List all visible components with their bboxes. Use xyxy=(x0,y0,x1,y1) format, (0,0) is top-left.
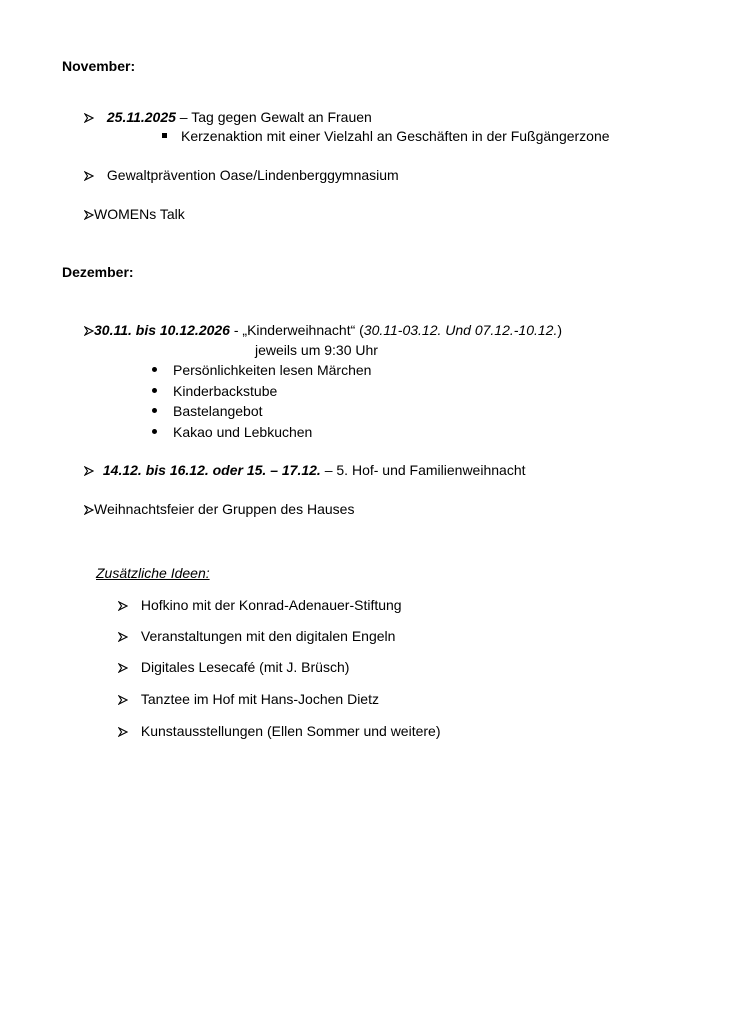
item-text: Weihnachtsfeier der Gruppen des Hauses xyxy=(94,501,355,517)
arrow-bullet-icon xyxy=(84,466,94,476)
idea-item xyxy=(118,722,441,740)
november-item-2 xyxy=(84,166,399,184)
list-item-text: Kakao und Lebkuchen xyxy=(173,424,313,440)
arrow-bullet-icon xyxy=(118,727,128,737)
idea-item xyxy=(118,627,395,645)
list-item-text: Persönlichkeiten lesen Märchen xyxy=(173,362,372,378)
event-date: 30.11. bis 10.12.2026 xyxy=(94,322,230,338)
event-title: – 5. Hof- und Familienweihnacht xyxy=(320,462,526,478)
idea-item xyxy=(118,596,402,614)
dezember-heading: Dezember: xyxy=(62,264,134,280)
item-text: Gewaltprävention Oase/Lindenberggymnasium xyxy=(106,167,399,183)
round-bullet-icon xyxy=(152,408,157,413)
ideas-heading: Zusätzliche Ideen: xyxy=(96,565,210,581)
event-title: – Tag gegen Gewalt an Frauen xyxy=(175,109,372,125)
item-text: WOMENs Talk xyxy=(94,206,185,222)
event-title: - „Kinderweihnacht“ ( xyxy=(229,322,364,338)
round-bullet-icon xyxy=(152,388,157,393)
list-item-text: Kinderbackstube xyxy=(173,383,278,399)
idea-item xyxy=(118,658,349,676)
arrow-bullet-icon xyxy=(84,326,94,336)
november-item-3 xyxy=(84,205,185,223)
arrow-bullet-icon xyxy=(118,601,128,611)
event-dates: 30.11-03.12. Und 07.12.-10.12. xyxy=(363,322,558,338)
idea-item xyxy=(118,690,379,708)
idea-text: Tanztee im Hof mit Hans-Jochen Dietz xyxy=(140,691,379,707)
event-date: 25.11.2025 xyxy=(106,109,176,125)
round-bullet-icon xyxy=(152,367,157,372)
event-date: 14.12. bis 16.12. oder 15. – 17.12. xyxy=(102,462,321,478)
dezember-item-2 xyxy=(84,461,526,479)
arrow-bullet-icon xyxy=(84,113,94,123)
november-heading: November: xyxy=(62,58,136,74)
arrow-bullet-icon xyxy=(118,695,128,705)
close-paren: ) xyxy=(557,322,563,338)
idea-text: Kunstausstellungen (Ellen Sommer und weitere) xyxy=(140,723,441,739)
arrow-bullet-icon xyxy=(84,505,94,515)
november-item-1 xyxy=(84,108,372,126)
idea-text: Hofkino mit der Konrad-Adenauer-Stiftung xyxy=(140,597,402,613)
november-item-1-sub xyxy=(162,127,610,145)
arrow-bullet-icon xyxy=(118,632,128,642)
list-item xyxy=(152,402,263,420)
arrow-bullet-icon xyxy=(84,210,94,220)
arrow-bullet-icon xyxy=(118,663,128,673)
event-time: jeweils um 9:30 Uhr xyxy=(255,342,378,358)
round-bullet-icon xyxy=(152,429,157,434)
sub-item-text: Kerzenaktion mit einer Vielzahl an Geschäften in der Fußgängerzone xyxy=(181,128,610,144)
idea-text: Digitales Lesecafé (mit J. Brüsch) xyxy=(140,659,350,675)
list-item xyxy=(152,361,371,379)
list-item xyxy=(152,382,277,400)
square-bullet-icon xyxy=(162,133,167,138)
arrow-bullet-icon xyxy=(84,171,94,181)
list-item-text: Bastelangebot xyxy=(173,403,263,419)
idea-text: Veranstaltungen mit den digitalen Engeln xyxy=(140,628,396,644)
list-item xyxy=(152,423,312,441)
dezember-item-3 xyxy=(84,500,354,518)
dezember-item-1 xyxy=(84,321,562,339)
